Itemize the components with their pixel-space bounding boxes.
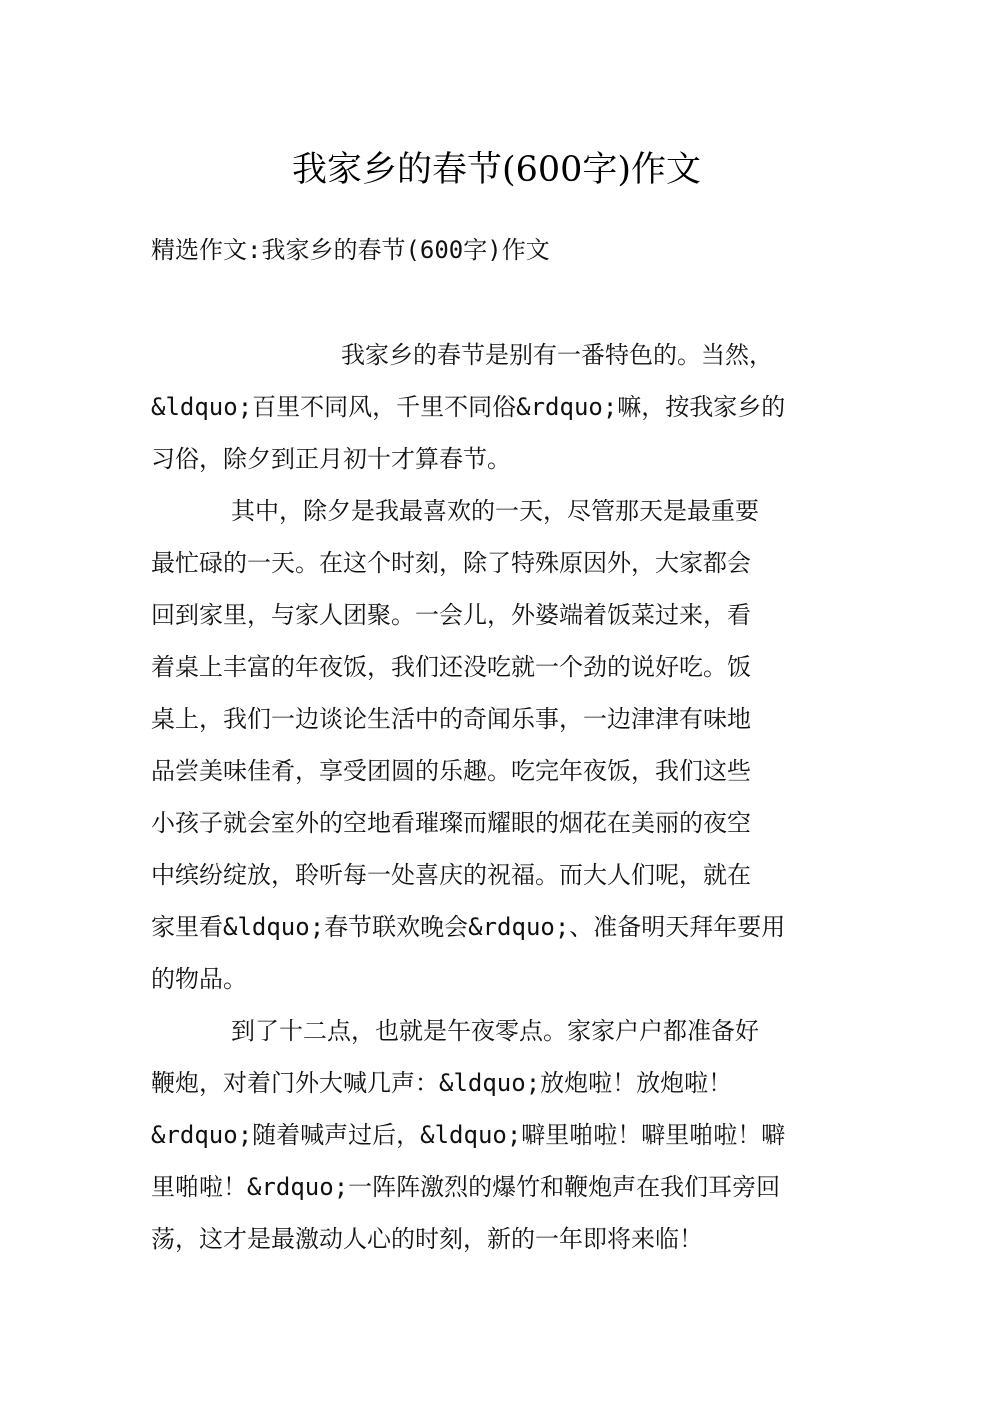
- text-line: 习俗，除夕到正月初十才算春节。: [151, 445, 511, 473]
- text-line: 最忙碌的一天。在这个时刻，除了特殊原因外，大家都会: [151, 549, 751, 577]
- text-line: 到了十二点，也就是午夜零点。家家户户都准备好: [231, 1017, 759, 1045]
- text-line: 鞭炮，对着门外大喊几声：&ldquo;放炮啦！放炮啦！: [151, 1069, 733, 1097]
- text-line: 其中，除夕是我最喜欢的一天，尽管那天是最重要: [231, 497, 759, 525]
- text-line: 小孩子就会室外的空地看璀璨而耀眼的烟花在美丽的夜空: [151, 809, 751, 837]
- text-line: 品尝美味佳肴，享受团圆的乐趣。吃完年夜饭，我们这些: [151, 757, 751, 785]
- text-line: 的物品。: [151, 965, 247, 993]
- text-line: 我家乡的春节是别有一番特色的。当然，: [341, 341, 773, 369]
- text-line: &rdquo;随着喊声过后，&ldquo;噼里啪啦！噼里啪啦！噼: [151, 1121, 786, 1149]
- text-line: &ldquo;百里不同风，千里不同俗&rdquo;嘛，按我家乡的: [151, 393, 786, 421]
- text-line: 着桌上丰富的年夜饭，我们还没吃就一个劲的说好吃。饭: [151, 653, 751, 681]
- text-line: 里啪啦！&rdquo;一阵阵激烈的爆竹和鞭炮声在我们耳旁回: [151, 1173, 781, 1201]
- text-line: 荡，这才是最激动人心的时刻，新的一年即将来临！: [151, 1225, 703, 1253]
- text-line: 桌上，我们一边谈论生活中的奇闻乐事，一边津津有味地: [151, 705, 751, 733]
- document-subtitle: 精选作文:我家乡的春节(600字)作文: [151, 236, 550, 264]
- text-line: 回到家里，与家人团聚。一会儿，外婆端着饭菜过来，看: [151, 601, 751, 629]
- text-line: 中缤纷绽放，聆听每一处喜庆的祝福。而大人们呢，就在: [151, 861, 751, 889]
- document-title: 我家乡的春节(600字)作文: [291, 150, 702, 191]
- text-line: 家里看&ldquo;春节联欢晚会&rdquo;、准备明天拜年要用: [151, 913, 786, 941]
